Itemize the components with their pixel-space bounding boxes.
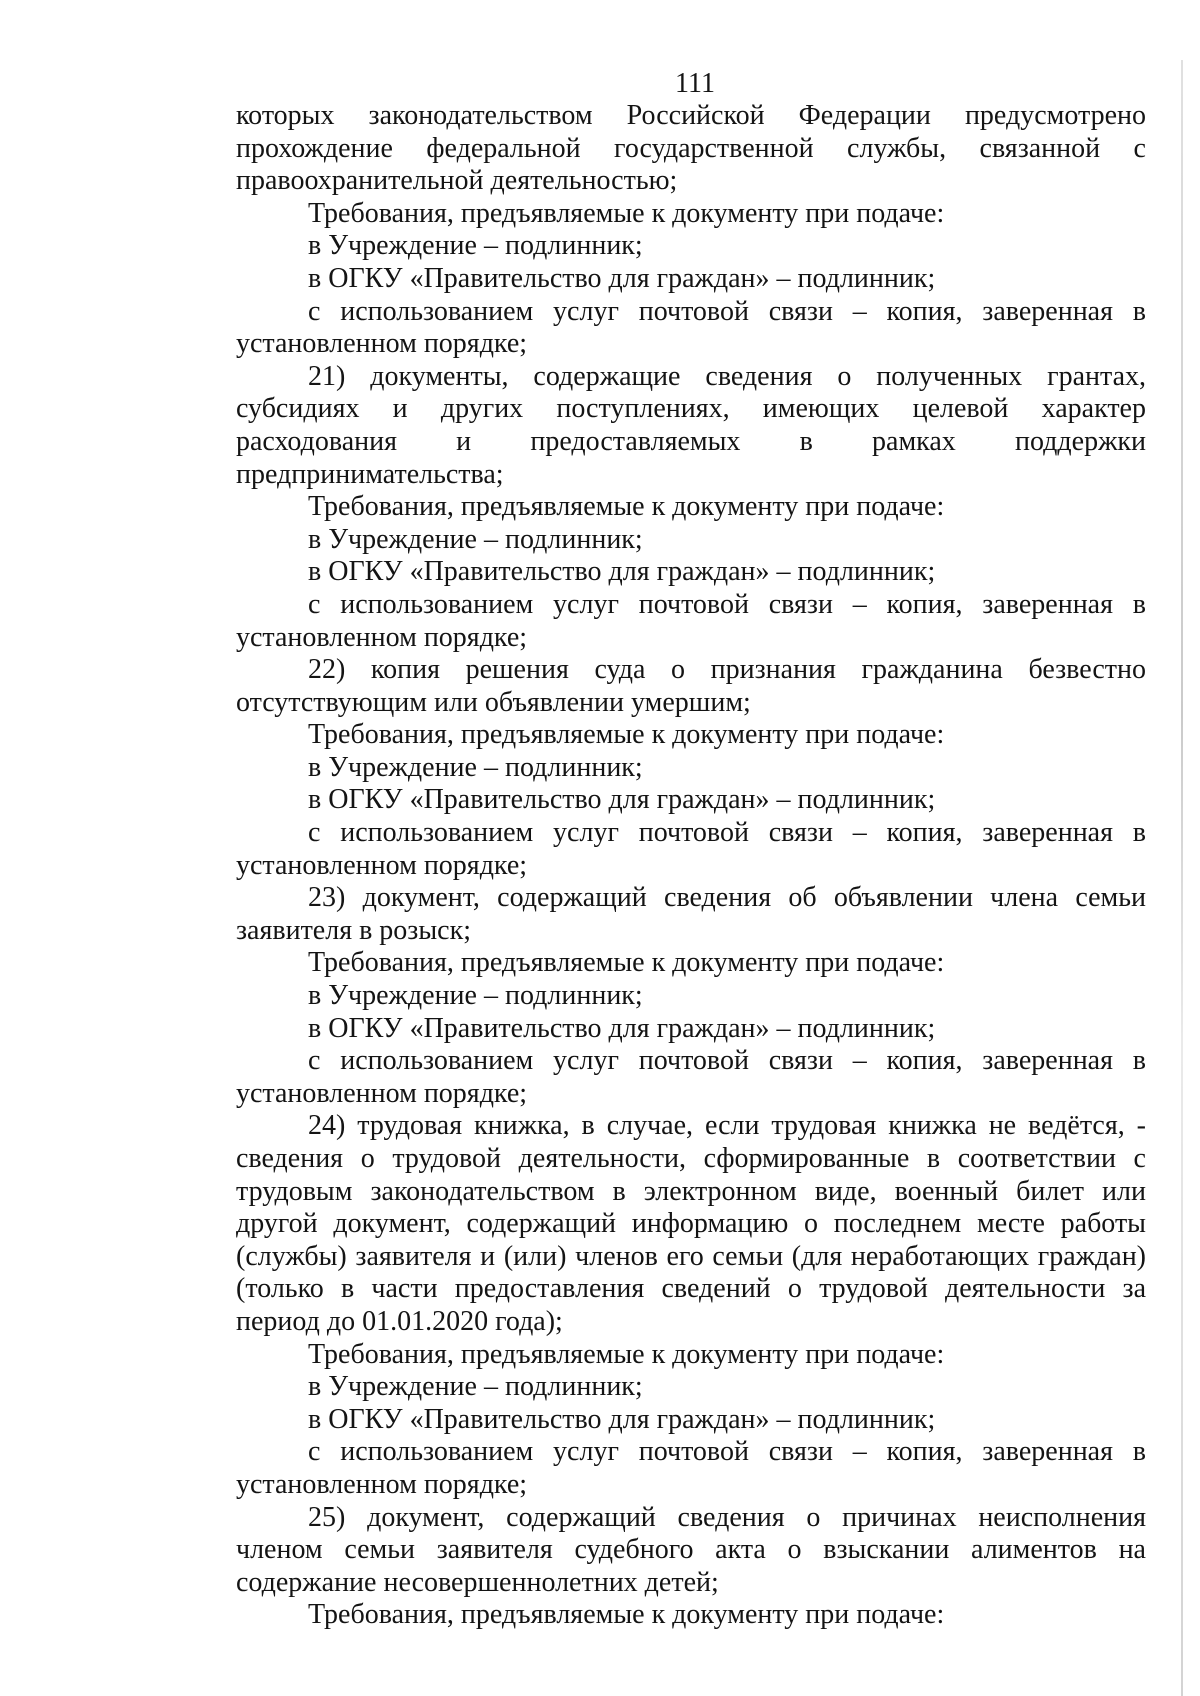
- item-22: 22) копия решения суда о признания гражданина безвестно отсутствующим или объявлении умершим;: [236, 654, 1146, 718]
- document-body: [236, 100, 1146, 1632]
- requirements-heading: Требования, предъявляемые к документу при подаче:: [308, 1338, 945, 1370]
- requirement-ogku: в ОГКУ «Правительство для граждан» – подлинник;: [308, 262, 936, 294]
- item-21: 21) документы, содержащие сведения о полученных грантах, субсидиях и других поступлениях, имеющих целевой характер расходования и предоставляемых в рамках поддержки предпринимательства;: [236, 360, 1146, 490]
- requirements-heading: Требования, предъявляемые к документу при подаче:: [308, 491, 945, 523]
- scan-edge-line: [1181, 60, 1183, 1696]
- requirement-postal: с использованием услуг почтовой связи – копия, заверенная в установленном порядке;: [236, 817, 1146, 881]
- requirement-institution: в Учреждение – подлинник;: [308, 523, 643, 555]
- requirement-postal: с использованием услуг почтовой связи – копия, заверенная в установленном порядке;: [236, 1436, 1146, 1500]
- requirements-heading: Требования, предъявляемые к документу при подаче:: [308, 197, 945, 229]
- requirement-ogku: в ОГКУ «Правительство для граждан» – подлинник;: [308, 1012, 936, 1044]
- item-24: 24) трудовая книжка, в случае, если трудовая книжка не ведётся, - сведения о трудовой деятельности, сформированные в соответствии с трудовым законодательством в электронном виде, военный билет или другой документ, содержащий информацию о последнем месте работы (службы) заявителя и (или) членов его семьи (для неработающих граждан) (только в части предоставления сведений о трудовой деятельности за период до 01.01.2020 года);: [236, 1110, 1146, 1337]
- requirement-institution: в Учреждение – подлинник;: [308, 751, 643, 783]
- paragraph-continuation: которых законодательством Российской Федерации предусмотрено прохождение федеральной государственной службы, связанной с правоохранительной деятельностью;: [236, 100, 1146, 197]
- item-23: 23) документ, содержащий сведения об объявлении члена семьи заявителя в розыск;: [236, 882, 1146, 946]
- requirement-postal: с использованием услуг почтовой связи – копия, заверенная в установленном порядке;: [236, 1045, 1146, 1109]
- requirement-ogku: в ОГКУ «Правительство для граждан» – подлинник;: [308, 784, 936, 816]
- requirement-institution: в Учреждение – подлинник;: [308, 230, 643, 262]
- requirement-ogku: в ОГКУ «Правительство для граждан» – подлинник;: [308, 1403, 936, 1435]
- requirement-postal: с использованием услуг почтовой связи – копия, заверенная в установленном порядке;: [236, 295, 1146, 360]
- requirement-postal: с использованием услуг почтовой связи – копия, заверенная в установленном порядке;: [236, 588, 1146, 653]
- requirements-heading: Требования, предъявляемые к документу при подаче:: [308, 719, 945, 751]
- requirement-institution: в Учреждение – подлинник;: [308, 1371, 643, 1403]
- requirements-heading: Требования, предъявляемые к документу при подаче:: [308, 947, 945, 979]
- requirements-heading: Требования, предъявляемые к документу при подаче:: [308, 1599, 945, 1631]
- item-25: 25) документ, содержащий сведения о причинах неисполнения членом семьи заявителя судебного акта о взыскании алиментов на содержание несовершеннолетних детей;: [236, 1501, 1146, 1598]
- requirement-institution: в Учреждение – подлинник;: [308, 980, 643, 1012]
- requirement-ogku: в ОГКУ «Правительство для граждан» – подлинник;: [308, 556, 936, 588]
- page-number: 111: [675, 68, 715, 99]
